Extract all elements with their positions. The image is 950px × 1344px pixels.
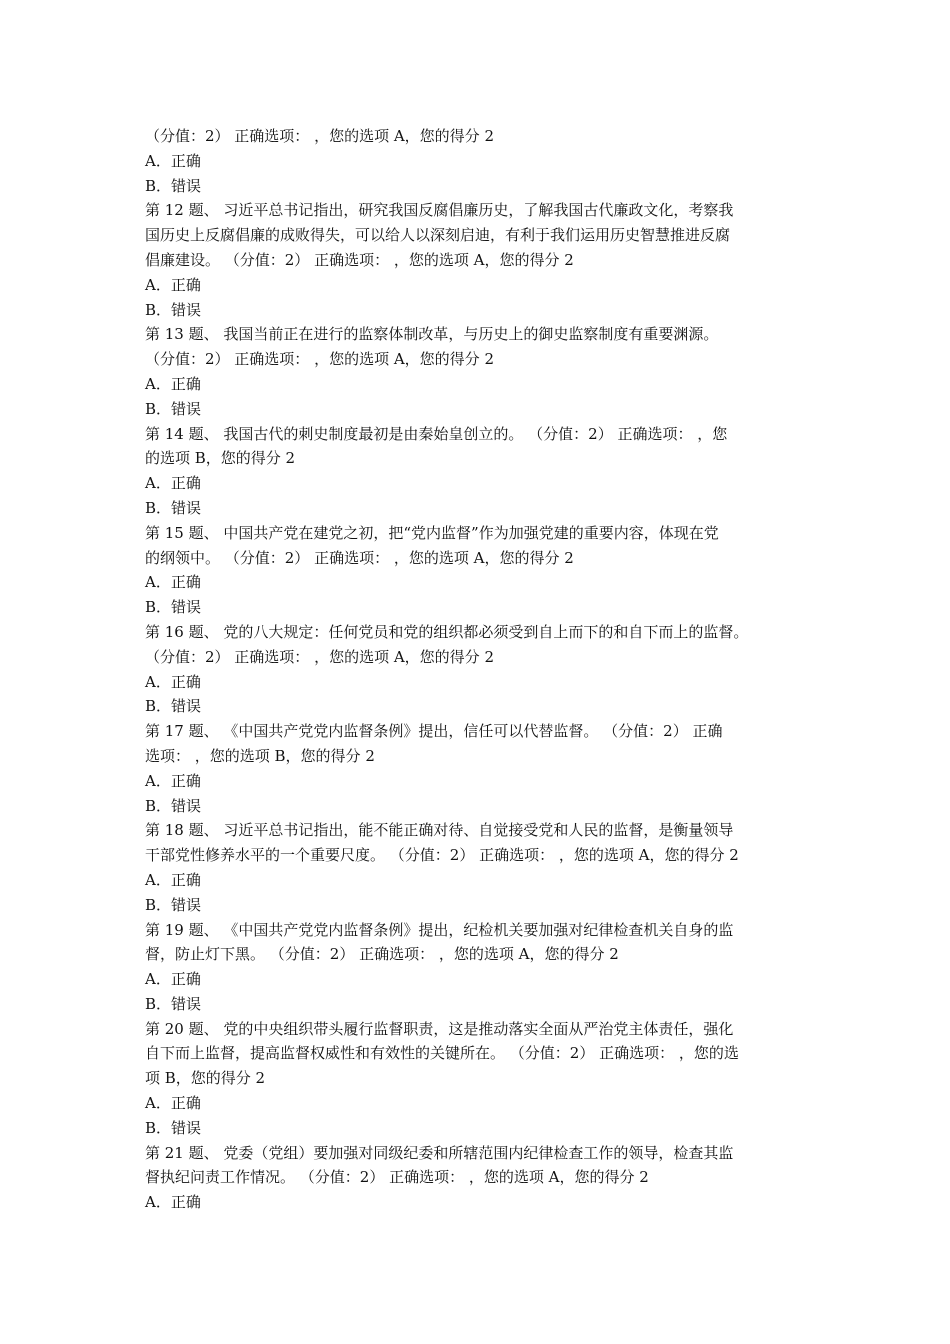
question-text-line: 国历史上反腐倡廉的成败得失，可以给人以深刻启迪，有利于我们运用历史智慧推进反腐 xyxy=(145,226,731,245)
option-a: A．正确 xyxy=(145,970,201,989)
question-text-line: 第 12 题、 习近平总书记指出，研究我国反腐倡廉历史，了解我国古代廉政文化，考察我 xyxy=(145,201,734,220)
option-b: B．错误 xyxy=(145,796,202,815)
question-item xyxy=(145,1017,815,1141)
option-a: A．正确 xyxy=(145,672,201,691)
question-item xyxy=(145,1141,815,1215)
option-a: A．正确 xyxy=(145,771,201,790)
question-text-line: 督执纪问责工作情况。 （分值：2） 正确选项： ，您的选项 A，您的得分 2 xyxy=(145,1168,649,1187)
option-b: B．错误 xyxy=(145,895,202,914)
question-text-line: 选项： ，您的选项 B，您的得分 2 xyxy=(145,746,375,765)
option-b: B．错误 xyxy=(145,1118,202,1137)
question-text-line: 干部党性修养水平的一个重要尺度。 （分值：2） 正确选项： ，您的选项 A，您的得分 2 xyxy=(145,846,739,865)
option-a: A．正确 xyxy=(145,1094,201,1113)
option-b: B．错误 xyxy=(145,399,202,418)
question-item xyxy=(145,198,815,322)
question-item xyxy=(145,719,815,818)
question-text-line: 第 21 题、 党委（党组）要加强对同级纪委和所辖范围内纪律检查工作的领导，检查其监 xyxy=(145,1143,734,1162)
question-item xyxy=(145,521,815,620)
option-a: A．正确 xyxy=(145,474,201,493)
question-text-line: 督，防止灯下黑。 （分值：2） 正确选项： ，您的选项 A，您的得分 2 xyxy=(145,945,619,964)
question-text-line: 的纲领中。 （分值：2） 正确选项： ，您的选项 A，您的得分 2 xyxy=(145,548,574,567)
option-b: B．错误 xyxy=(145,300,202,319)
question-list xyxy=(145,198,815,1215)
question-text-line: 倡廉建设。 （分值：2） 正确选项： ，您的选项 A，您的得分 2 xyxy=(145,250,574,269)
option-b: B．错误 xyxy=(145,598,202,617)
question-item xyxy=(145,918,815,1017)
question-text-line: 第 18 题、 习近平总书记指出，能不能正确对待、自觉接受党和人民的监督，是衡量领导 xyxy=(145,821,734,840)
option-a: A．正确 xyxy=(145,573,201,592)
question-text-line: 第 19 题、 《中国共产党党内监督条例》提出，纪检机关要加强对纪律检查机关自身的监 xyxy=(145,920,734,939)
question-text-line: 第 17 题、 《中国共产党党内监督条例》提出，信任可以代替监督。 （分值：2） 正确 xyxy=(145,722,723,741)
question-text-line: 第 15 题、 中国共产党在建党之初，把“党内监督”作为加强党建的重要内容，体现在党 xyxy=(145,523,719,542)
option-a: A．正确 xyxy=(145,275,201,294)
question-text-line: 项 B，您的得分 2 xyxy=(145,1069,266,1088)
option-b: B．错误 xyxy=(145,498,202,517)
question-item xyxy=(145,422,815,521)
question-text-line: 的选项 B，您的得分 2 xyxy=(145,449,296,468)
quiz-content xyxy=(145,124,815,1215)
option-a: A．正确 xyxy=(145,1193,201,1212)
option-b: B．错误 xyxy=(145,697,202,716)
question-text-line: 第 14 题、 我国古代的刺史制度最初是由秦始皇创立的。 （分值：2） 正确选项： ，您 xyxy=(145,424,728,443)
question-text-line: （分值：2） 正确选项： ，您的选项 A，您的得分 2 xyxy=(145,350,494,369)
option-b: B．错误 xyxy=(145,994,202,1013)
option-b: B．错误 xyxy=(145,176,202,195)
question-item xyxy=(145,322,815,421)
score-line: （分值：2） 正确选项： ，您的选项 A，您的得分 2 xyxy=(145,127,494,145)
question-item xyxy=(145,620,815,719)
option-a: A．正确 xyxy=(145,374,201,393)
question-text-line: 第 16 题、 党的八大规定：任何党员和党的组织都必须受到自上而下的和自下而上的监督。 xyxy=(145,622,749,641)
option-a: A．正确 xyxy=(145,870,201,889)
question-text-line: 第 13 题、 我国当前正在进行的监察体制改革，与历史上的御史监察制度有重要渊源。 xyxy=(145,325,719,344)
question-item xyxy=(145,818,815,917)
option-a: A．正确 xyxy=(145,151,201,170)
question-text-line: 第 20 题、 党的中央组织带头履行监督职责，这是推动落实全面从严治党主体责任，强化 xyxy=(145,1019,734,1038)
question-text-line: 自下而上监督，提高监督权威性和有效性的关键所在。 （分值：2） 正确选项： ，您的选 xyxy=(145,1044,739,1063)
question-text-line: （分值：2） 正确选项： ，您的选项 A，您的得分 2 xyxy=(145,647,494,666)
